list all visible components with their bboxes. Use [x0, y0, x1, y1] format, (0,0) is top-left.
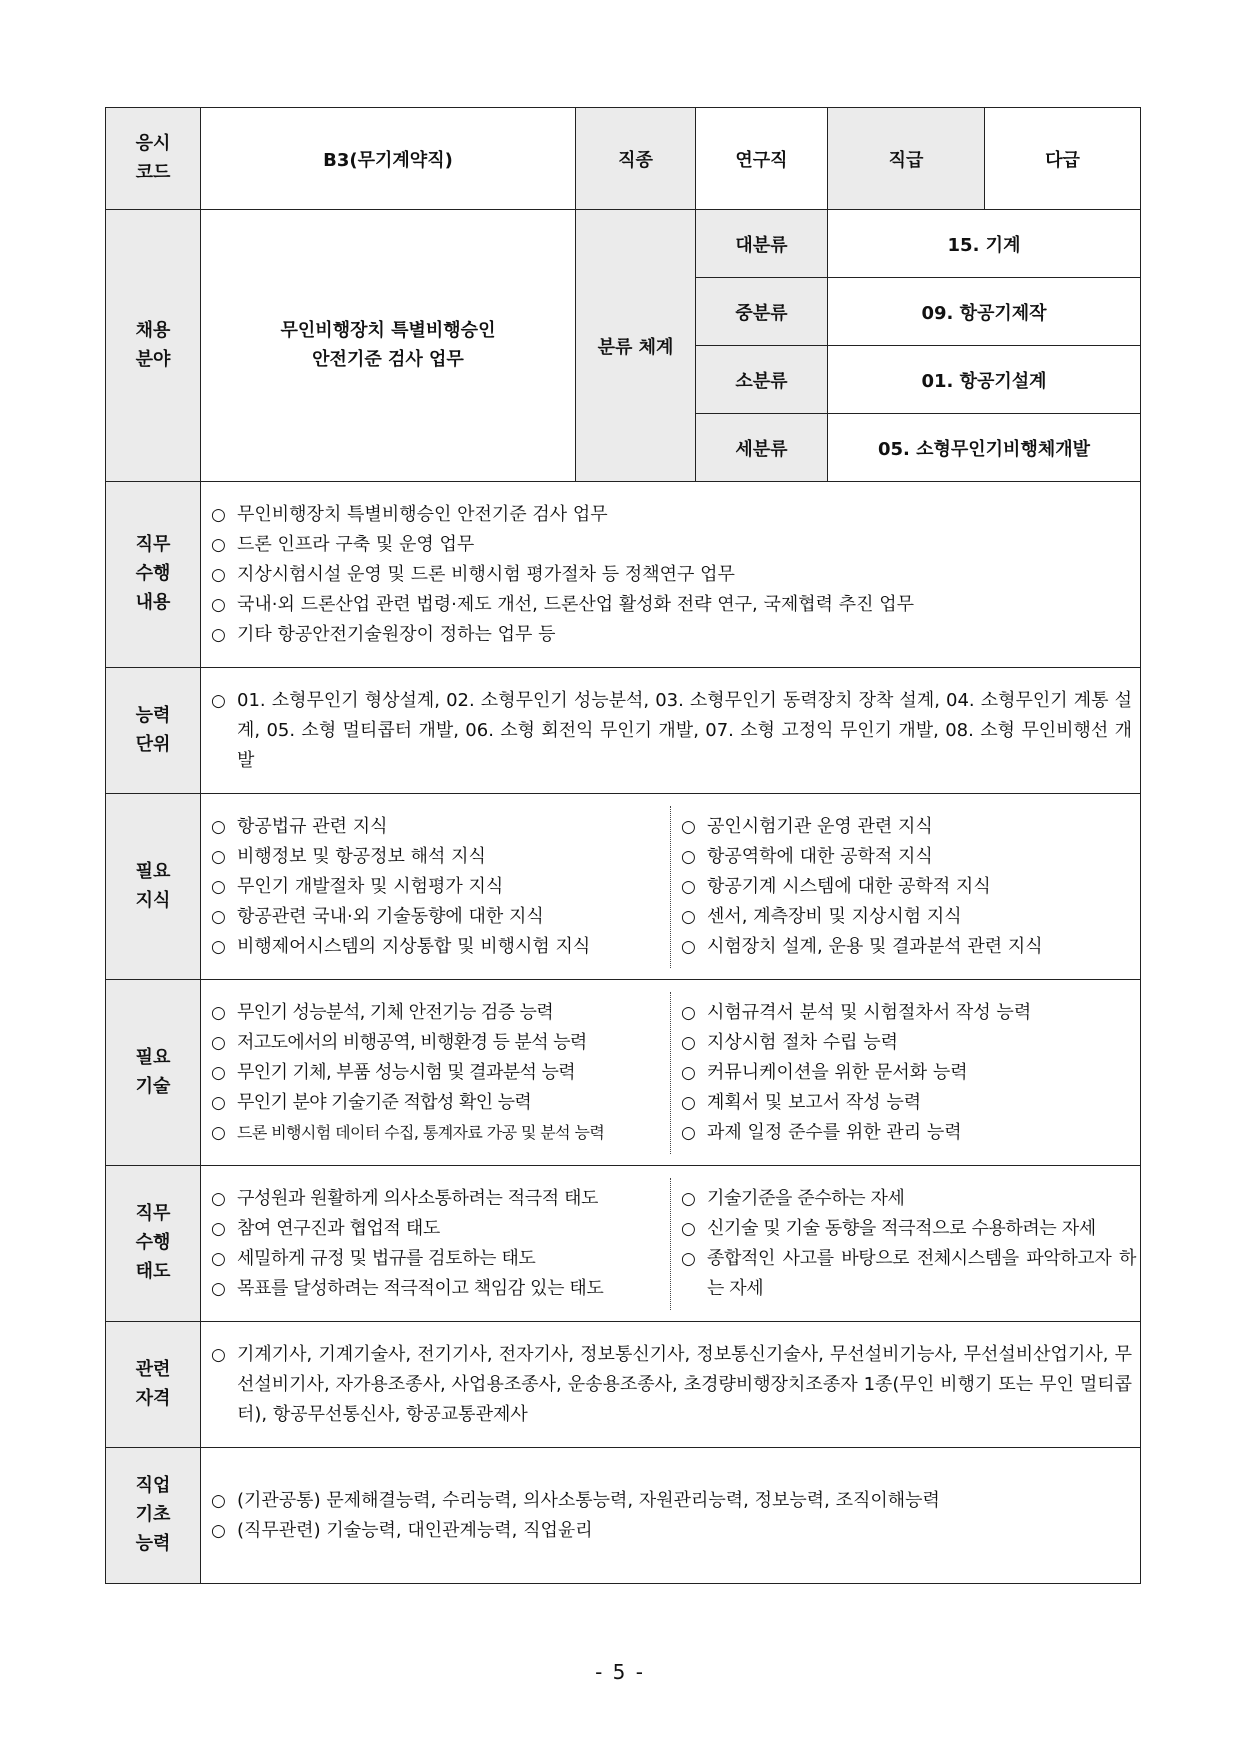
duties-row — [106, 482, 1141, 668]
job-type-value: 연구직 — [696, 108, 828, 210]
skills-label: 필요 기술 — [135, 1046, 171, 1097]
bullet-icon: ○ — [211, 906, 226, 927]
bullet-icon: ○ — [211, 690, 226, 711]
list-item: ○ 무인비행장치 특별비행승인 안전기준 검사 업무 — [211, 500, 1132, 530]
list-item: ○ 기술기준을 준수하는 자세 — [681, 1184, 1136, 1214]
duties-content — [201, 482, 1141, 668]
bullet-icon: ○ — [211, 1062, 226, 1083]
attitude-left-column — [201, 1178, 670, 1310]
bullet-icon: ○ — [681, 846, 696, 867]
bullet-icon: ○ — [211, 936, 226, 957]
classification-value: 01. 항공기설계 — [828, 346, 1141, 414]
knowledge-right-column — [670, 806, 1140, 968]
bullet-icon: ○ — [681, 1248, 696, 1269]
list-item: ○ 시험규격서 분석 및 시험절차서 작성 능력 — [681, 998, 1136, 1028]
list-item: ○ 국내·외 드론산업 관련 법령·제도 개선, 드론산업 활성화 전략 연구, 국제협력 추진 업무 — [211, 590, 1132, 620]
grade-label: 직급 — [828, 108, 985, 210]
list-item: ○ (기관공통) 문제해결능력, 수리능력, 의사소통능력, 자원관리능력, 정보능력, 조직이해능력 — [211, 1486, 1132, 1516]
list-item: ○ 공인시험기관 운영 관련 지식 — [681, 812, 1136, 842]
bullet-icon: ○ — [211, 846, 226, 867]
bullet-icon: ○ — [681, 1122, 696, 1143]
skills-label-cell — [106, 980, 201, 1166]
list-item: ○ 저고도에서의 비행공역, 비행환경 등 분석 능력 — [211, 1028, 666, 1058]
list-item: ○ 신기술 및 기술 동향을 적극적으로 수용하려는 자세 — [681, 1214, 1136, 1244]
bullet-icon: ○ — [211, 1490, 226, 1511]
certs-label-cell — [106, 1322, 201, 1448]
classification-value: 15. 기계 — [828, 210, 1141, 278]
recruit-label-cell — [106, 210, 201, 482]
header-row — [106, 108, 1141, 210]
list-item: ○ 기타 항공안전기술원장이 정하는 업무 등 — [211, 620, 1132, 650]
job-type-label: 직종 — [576, 108, 696, 210]
bullet-icon: ○ — [681, 1062, 696, 1083]
list-item: ○ 세밀하게 규정 및 법규를 검토하는 태도 — [211, 1244, 666, 1274]
list-item: ○ 드론 인프라 구축 및 운영 업무 — [211, 530, 1132, 560]
bullet-icon: ○ — [681, 816, 696, 837]
code-label: 응시 코드 — [135, 132, 171, 183]
duties-label: 직무 수행 내용 — [135, 534, 171, 613]
bullet-icon: ○ — [211, 1344, 226, 1365]
bullet-icon: ○ — [211, 1248, 226, 1269]
list-item: ○ 무인기 분야 기술기준 적합성 확인 능력 — [211, 1088, 666, 1118]
job-description-table — [105, 107, 1141, 1584]
bullet-icon: ○ — [211, 1188, 226, 1209]
list-item: ○ 무인기 개발절차 및 시험평가 지식 — [211, 872, 666, 902]
bullet-icon: ○ — [681, 1032, 696, 1053]
knowledge-left-column — [201, 806, 670, 968]
classification-level: 세분류 — [696, 414, 828, 482]
classification-system-label: 분류 체계 — [576, 210, 696, 482]
list-item: ○ 무인기 성능분석, 기체 안전기능 검증 능력 — [211, 998, 666, 1028]
bullet-icon: ○ — [211, 534, 226, 555]
bullet-icon: ○ — [211, 1032, 226, 1053]
knowledge-content — [201, 794, 1141, 980]
bullet-icon: ○ — [211, 564, 226, 585]
duties-label-cell — [106, 482, 201, 668]
list-item: ○ 비행정보 및 항공정보 해석 지식 — [211, 842, 666, 872]
list-item: ○ 01. 소형무인기 형상설계, 02. 소형무인기 성능분석, 03. 소형무인기 동력장치 장착 설계, 04. 소형무인기 계통 설계, 05. 소형 멀티콥터 개발, 06. 소형 회전익 무인기 개발, 07. 소형 고정익 무인기 개발, 08. 소형 무인비행선 개발 — [211, 686, 1132, 776]
attitude-row — [106, 1166, 1141, 1322]
list-item: ○ 구성원과 원활하게 의사소통하려는 적극적 태도 — [211, 1184, 666, 1214]
list-item: ○ 무인기 기체, 부품 성능시험 및 결과분석 능력 — [211, 1058, 666, 1088]
knowledge-label: 필요 지식 — [135, 860, 171, 911]
classification-level: 대분류 — [696, 210, 828, 278]
classification-row-1 — [106, 210, 1141, 278]
bullet-icon: ○ — [211, 1122, 226, 1143]
basic-content — [201, 1448, 1141, 1584]
basic-label-cell — [106, 1448, 201, 1584]
list-item: ○ 비행제어시스템의 지상통합 및 비행시험 지식 — [211, 932, 666, 962]
certs-row — [106, 1322, 1141, 1448]
list-item: ○ 시험장치 설계, 운용 및 결과분석 관련 지식 — [681, 932, 1136, 962]
classification-level: 중분류 — [696, 278, 828, 346]
code-value: B3(무기계약직) — [201, 108, 576, 210]
knowledge-row — [106, 794, 1141, 980]
ability-units-content — [201, 668, 1141, 794]
bullet-icon: ○ — [211, 1002, 226, 1023]
ability-units-label-cell — [106, 668, 201, 794]
skills-left-column — [201, 992, 670, 1154]
bullet-icon: ○ — [211, 1278, 226, 1299]
attitude-content — [201, 1166, 1141, 1322]
attitude-label: 직무 수행 태도 — [135, 1203, 171, 1282]
bullet-icon: ○ — [211, 1092, 226, 1113]
bullet-icon: ○ — [681, 1218, 696, 1239]
list-item: ○ 참여 연구진과 협업적 태도 — [211, 1214, 666, 1244]
list-item: ○ 지상시험시설 운영 및 드론 비행시험 평가절차 등 정책연구 업무 — [211, 560, 1132, 590]
list-item: ○ 기계기사, 기계기술사, 전기기사, 전자기사, 정보통신기사, 정보통신기술사, 무선설비기능사, 무선설비산업기사, 무선설비기사, 자가용조종사, 사업용조종사, 운송용조종사, 초경량비행장치조종자 1종(무인 비행기 또는 무인 멀티콥터), 항공무선통신사, 항공교통관제사 — [211, 1340, 1132, 1430]
basic-row — [106, 1448, 1141, 1584]
list-item: ○ 센서, 계측장비 및 지상시험 지식 — [681, 902, 1136, 932]
bullet-icon: ○ — [211, 504, 226, 525]
list-item: ○ 드론 비행시험 데이터 수집, 통계자료 가공 및 분석 능력 — [211, 1118, 666, 1148]
bullet-icon: ○ — [681, 1092, 696, 1113]
list-item: ○ 항공역학에 대한 공학적 지식 — [681, 842, 1136, 872]
list-item: ○ 종합적인 사고를 바탕으로 전체시스템을 파악하고자 하는 자세 — [681, 1244, 1136, 1304]
code-label-cell — [106, 108, 201, 210]
bullet-icon: ○ — [211, 876, 226, 897]
skills-content — [201, 980, 1141, 1166]
classification-value: 09. 항공기제작 — [828, 278, 1141, 346]
recruit-label: 채용 분야 — [135, 319, 171, 370]
classification-value: 05. 소형무인기비행체개발 — [828, 414, 1141, 482]
list-item: ○ (직무관련) 기술능력, 대인관계능력, 직업윤리 — [211, 1516, 1132, 1546]
list-item: ○ 지상시험 절차 수립 능력 — [681, 1028, 1136, 1058]
ability-units-label: 능력 단위 — [135, 704, 171, 755]
bullet-icon: ○ — [211, 624, 226, 645]
bullet-icon: ○ — [211, 816, 226, 837]
bullet-icon: ○ — [681, 1002, 696, 1023]
ability-units-row — [106, 668, 1141, 794]
recruit-field: 무인비행장치 특별비행승인 안전기준 검사 업무 — [280, 319, 496, 370]
attitude-label-cell — [106, 1166, 201, 1322]
page-number: - 5 - — [595, 1660, 645, 1684]
list-item: ○ 항공관련 국내·외 기술동향에 대한 지식 — [211, 902, 666, 932]
list-item: ○ 계획서 및 보고서 작성 능력 — [681, 1088, 1136, 1118]
certs-label: 관련 자격 — [135, 1358, 171, 1409]
list-item: ○ 커뮤니케이션을 위한 문서화 능력 — [681, 1058, 1136, 1088]
bullet-icon: ○ — [211, 1520, 226, 1541]
bullet-icon: ○ — [211, 594, 226, 615]
bullet-icon: ○ — [681, 906, 696, 927]
list-item: ○ 목표를 달성하려는 적극적이고 책임감 있는 태도 — [211, 1274, 666, 1304]
bullet-icon: ○ — [681, 1188, 696, 1209]
skills-right-column — [670, 992, 1140, 1154]
classification-level: 소분류 — [696, 346, 828, 414]
attitude-right-column — [670, 1178, 1140, 1310]
list-item: ○ 과제 일정 준수를 위한 관리 능력 — [681, 1118, 1136, 1148]
list-item: ○ 항공법규 관련 지식 — [211, 812, 666, 842]
recruit-field-cell — [201, 210, 576, 482]
bullet-icon: ○ — [681, 936, 696, 957]
bullet-icon: ○ — [681, 876, 696, 897]
list-item: ○ 항공기계 시스템에 대한 공학적 지식 — [681, 872, 1136, 902]
bullet-icon: ○ — [211, 1218, 226, 1239]
knowledge-label-cell — [106, 794, 201, 980]
grade-value: 다급 — [985, 108, 1141, 210]
certs-content — [201, 1322, 1141, 1448]
basic-label: 직업 기초 능력 — [135, 1475, 171, 1554]
skills-row — [106, 980, 1141, 1166]
